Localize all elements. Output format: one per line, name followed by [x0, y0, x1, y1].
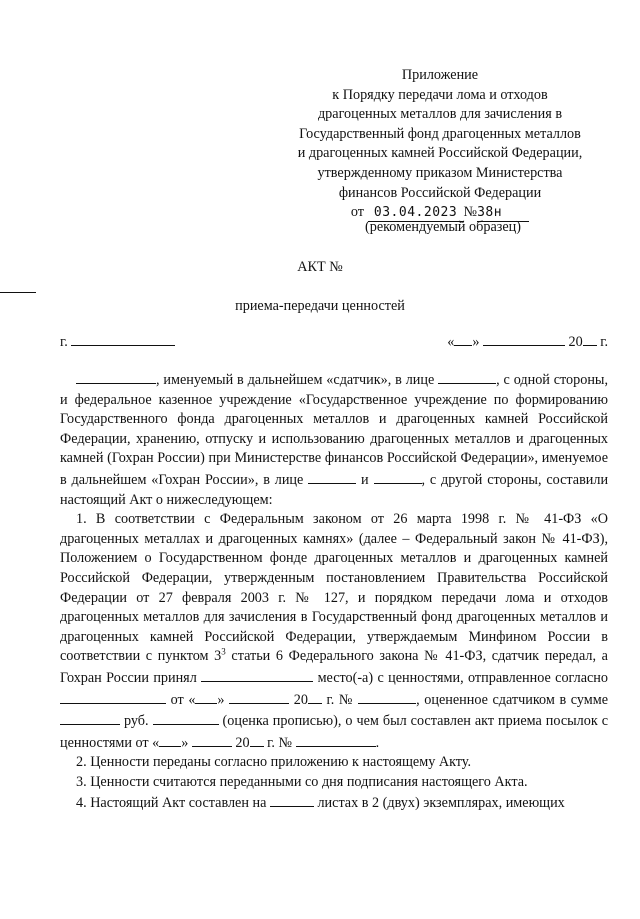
text-run: место(-а) с ценностями, отправленное согласно — [317, 669, 608, 686]
quote-open: « — [447, 334, 455, 350]
text-run: 20 — [235, 734, 250, 751]
representative-blank — [438, 369, 496, 384]
date-field — [447, 331, 608, 353]
month-blank — [229, 689, 289, 704]
text-run: 20 — [293, 691, 308, 708]
text-run: г. № — [326, 691, 354, 708]
paragraph-3: 3. Ценности считаются переданными со дня подписания настоящего Акта. — [76, 773, 528, 790]
year-suffix: г. — [600, 334, 608, 350]
number-blank — [358, 689, 416, 704]
sample-note: (рекомендуемый образец) — [365, 219, 521, 235]
header-line: к Порядку передачи лома и отходов — [332, 86, 548, 103]
month-blank — [192, 732, 232, 747]
city-field — [60, 331, 175, 353]
text-run: и — [361, 471, 369, 488]
superscript: 3 — [221, 646, 226, 657]
text-run: листах в 2 (двух) экземплярах, имеющих — [317, 795, 565, 812]
paragraph-2: 2. Ценности переданы согласно приложению к настоящему Акту. — [76, 754, 472, 771]
text-run: » — [181, 734, 189, 751]
day-blank — [159, 732, 181, 747]
year-blank — [583, 331, 597, 346]
paragraph-4 — [60, 792, 608, 814]
sum-blank — [60, 710, 120, 725]
month-blank — [483, 331, 565, 346]
paragraph-1 — [60, 510, 608, 753]
paragraph-parties — [60, 369, 608, 510]
surrender-blank — [76, 369, 156, 384]
number-prefix: № — [463, 204, 478, 221]
sheets-blank — [270, 792, 314, 807]
text-run: 4. Настоящий Акт составлен на — [76, 795, 267, 812]
act-subtitle: приема-передачи ценностей — [235, 297, 405, 314]
text-run: г. № — [267, 734, 293, 751]
date-prefix: от — [350, 204, 364, 221]
act-number-blank — [0, 278, 36, 293]
text-run: 1. В соответствии с Федеральным законом от 26 марта 1998 г. № 41-ФЗ «О драгоценных металлах и драгоценных камнях» (далее – Федеральный закон № 41-ФЗ), Положением о Государственном фонде драгоценных металлов и драгоценных камней Российской Федерации, утвержденным постановлением Правительства Российской Федерации от 27 февраля 2003 г. № 127, и порядком передачи лома и отходов драгоценных металлов для зачисления в Государственный фонд драгоценных металлов и драгоценных камней Российской Федерации, утверждаемым Минфином России в соответствии с пунктом 3 — [60, 511, 608, 665]
day-blank — [195, 689, 217, 704]
act-ref-number-blank — [296, 732, 376, 747]
header-line: Государственный фонд драгоценных металлов — [299, 125, 581, 142]
order-number-value: 38н — [477, 205, 503, 221]
text-run: , с одной стороны, и федеральное казенное учреждение «Государственное учреждение по формированию Государственного фонда драгоценных металлов и драгоценных камней Российской Федерации, хранению, отпуску и использованию драгоценных металлов и драгоценных камней (Гохран России) при Министерстве финансов Российской Федерации», именуемое в дальнейшем «Гохран России», в лице — [60, 372, 608, 488]
header-line: финансов Российской Федерации — [338, 184, 542, 201]
text-run: руб. — [123, 713, 149, 730]
header-line: и драгоценных камней Российской Федерации, — [297, 145, 583, 162]
text-run: . — [375, 734, 380, 751]
appendix-header — [270, 66, 610, 223]
text-run: статьи 6 Федерального закона № 41-ФЗ, сдатчик передал, а Гохран России принял — [60, 648, 608, 686]
act-label: АКТ № — [297, 259, 343, 275]
text-run: , оцененное сдатчиком в сумме — [416, 691, 609, 708]
act-body — [60, 369, 608, 814]
year-prefix: 20 — [568, 334, 583, 350]
year-blank — [308, 689, 322, 704]
text-run: , именуемый в дальнейшем «сдатчик», в лице — [156, 372, 435, 388]
document-blank — [60, 689, 166, 704]
text-run: » — [217, 691, 225, 708]
order-date-value: 03.04.2023 — [373, 205, 458, 221]
header-line: драгоценных металлов для зачисления в — [317, 106, 563, 123]
places-blank — [201, 667, 313, 682]
gokhran-rep1-blank — [308, 469, 356, 484]
city-blank — [71, 331, 175, 346]
gokhran-rep2-blank — [374, 469, 422, 484]
quote-close: » — [472, 334, 480, 350]
text-run: , с другой стороны, составили настоящий Акт о нижеследующем: — [60, 471, 609, 508]
act-number-line — [0, 258, 640, 293]
header-line: утвержденному приказом Министерства — [317, 164, 563, 181]
city-prefix: г. — [60, 334, 68, 350]
header-line: Приложение — [401, 67, 479, 83]
act-title — [0, 258, 640, 316]
text-run: от « — [170, 691, 196, 708]
day-blank — [454, 331, 472, 346]
text-run: (оценка прописью), о чем был составлен акт приема посылок с ценностями от « — [60, 713, 608, 751]
sum-words-blank — [153, 710, 219, 725]
city-date-row — [60, 331, 608, 351]
year-blank — [250, 732, 264, 747]
